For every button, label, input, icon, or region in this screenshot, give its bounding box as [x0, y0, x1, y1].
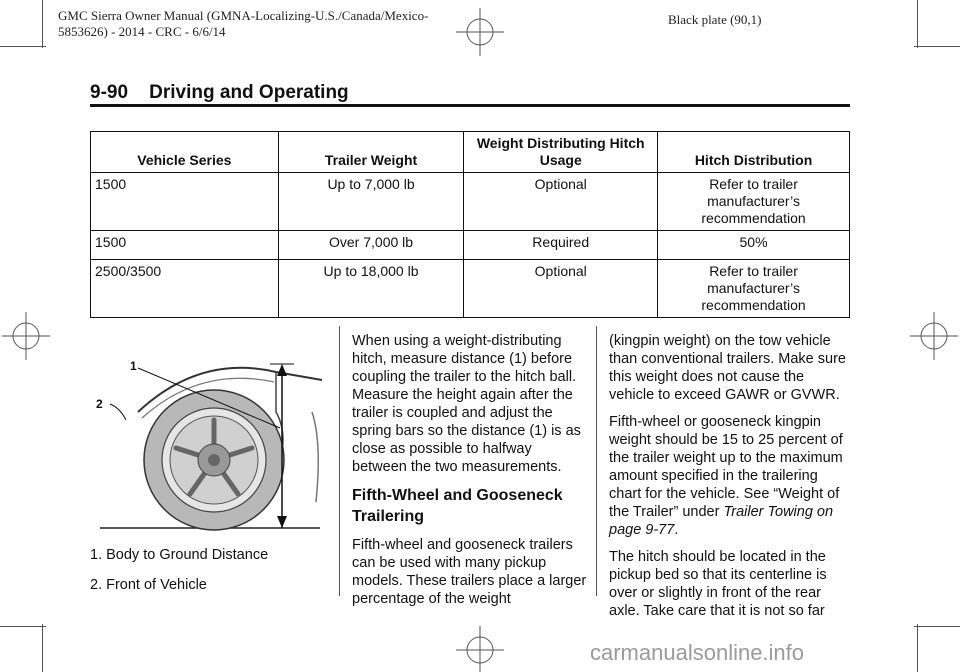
crop-mark-bottom-right — [917, 624, 918, 672]
caption-front-of-vehicle: 2. Front of Vehicle — [90, 577, 207, 593]
figure-captions — [90, 546, 330, 606]
weight-distributing-paragraph: When using a weight-distributing hitch, measure distance (1) before coupling the trailer to the hitch ball. Measure the height again after the trailer is coupled and adjust the spring bars so the distance (1) is as close as possible to halfway between the two measurements. — [352, 333, 581, 475]
kingpin-weight-paragraph: (kingpin weight) on the tow vehicle than conventional trailers. Make sure this weight does not cause the vehicle to exceed GAWR or GVWR. — [609, 333, 846, 403]
table-row — [91, 260, 850, 318]
table-header-cell: Weight Distributing Hitch Usage — [464, 132, 658, 173]
wheel-height-figure — [90, 352, 326, 532]
plate-label: Black plate (90,1) — [668, 12, 762, 27]
caption-body-to-ground: 1. Body to Ground Distance — [90, 547, 269, 563]
column-rule-2 — [596, 326, 597, 596]
table-cell: Over 7,000 lb — [278, 231, 464, 260]
crop-mark-top-right-h — [914, 46, 960, 47]
hitch-distribution-table — [90, 131, 850, 318]
document-id-line-2: 5853626) - 2014 - CRC - 6/6/14 — [58, 24, 226, 39]
table-header-cell: Trailer Weight — [278, 132, 464, 173]
table-cell: 1500 — [91, 173, 279, 231]
table-cell: Up to 18,000 lb — [278, 260, 464, 318]
table-row — [91, 173, 850, 231]
crop-mark-bottom-left — [42, 624, 43, 672]
trailer-towing-link[interactable]: Trailer Towing on page 9-77 — [609, 504, 834, 538]
table-cell: Up to 7,000 lb — [278, 173, 464, 231]
title-rule — [90, 104, 850, 107]
kingpin-percent-text: Fifth-wheel or gooseneck kingpin weight should be 15 to 25 percent of the trailer weight up to the maximum amount specified in the trailering chart for the vehicle. See “Weight of the Trailer” under — [609, 414, 843, 520]
crop-mark-top-left-h — [0, 46, 46, 47]
crop-mark-top-right — [917, 0, 918, 48]
watermark: carmanualsonline.info — [590, 640, 805, 665]
section-heading-fifth-wheel: Fifth-Wheel and Gooseneck Trailering — [352, 487, 563, 525]
column-2 — [352, 332, 590, 617]
document-id-line-1: GMC Sierra Owner Manual (GMNA-Localizing-U.S./Canada/Mexico- — [58, 8, 429, 23]
page-title: 9-90 Driving and Operating — [90, 82, 349, 103]
table-cell: Required — [464, 231, 658, 260]
document-id — [58, 8, 428, 40]
table-cell: 1500 — [91, 231, 279, 260]
hitch-location-paragraph: The hitch should be located in the pickup bed so that its centerline is over or slightly in front of the rear axle. Take care that it is not so far — [609, 549, 827, 619]
kingpin-percent-end: . — [674, 522, 679, 538]
crop-mark-bottom-right-h — [914, 626, 960, 627]
table-cell: Optional — [464, 260, 658, 318]
registration-mark-bottom — [456, 626, 504, 672]
column-rule-1 — [339, 326, 340, 596]
table-header-cell: Hitch Distribution — [658, 132, 850, 173]
table-row — [91, 231, 850, 260]
column-3 — [609, 332, 853, 629]
table-cell: Refer to trailer manufacturer’s recommendation — [658, 260, 850, 318]
table-cell: Optional — [464, 173, 658, 231]
crop-mark-top-left — [42, 0, 43, 48]
callout-2-label: 2 — [96, 397, 103, 411]
table-cell: 50% — [658, 231, 850, 260]
table-cell: 2500/3500 — [91, 260, 279, 318]
table-header-cell: Vehicle Series — [91, 132, 279, 173]
registration-mark-top — [456, 8, 504, 56]
registration-mark-right — [910, 312, 958, 360]
crop-mark-bottom-left-h — [0, 626, 46, 627]
callout-1-label: 1 — [130, 359, 137, 373]
table-header-row — [91, 132, 850, 173]
kingpin-percent-paragraph — [609, 413, 853, 539]
registration-mark-left — [2, 312, 50, 360]
fifth-wheel-intro-paragraph: Fifth-wheel and gooseneck trailers can be used with many pickup models. These trailers place a larger percentage of the weight — [352, 537, 587, 607]
table-cell: Refer to trailer manufacturer’s recommendation — [658, 173, 850, 231]
